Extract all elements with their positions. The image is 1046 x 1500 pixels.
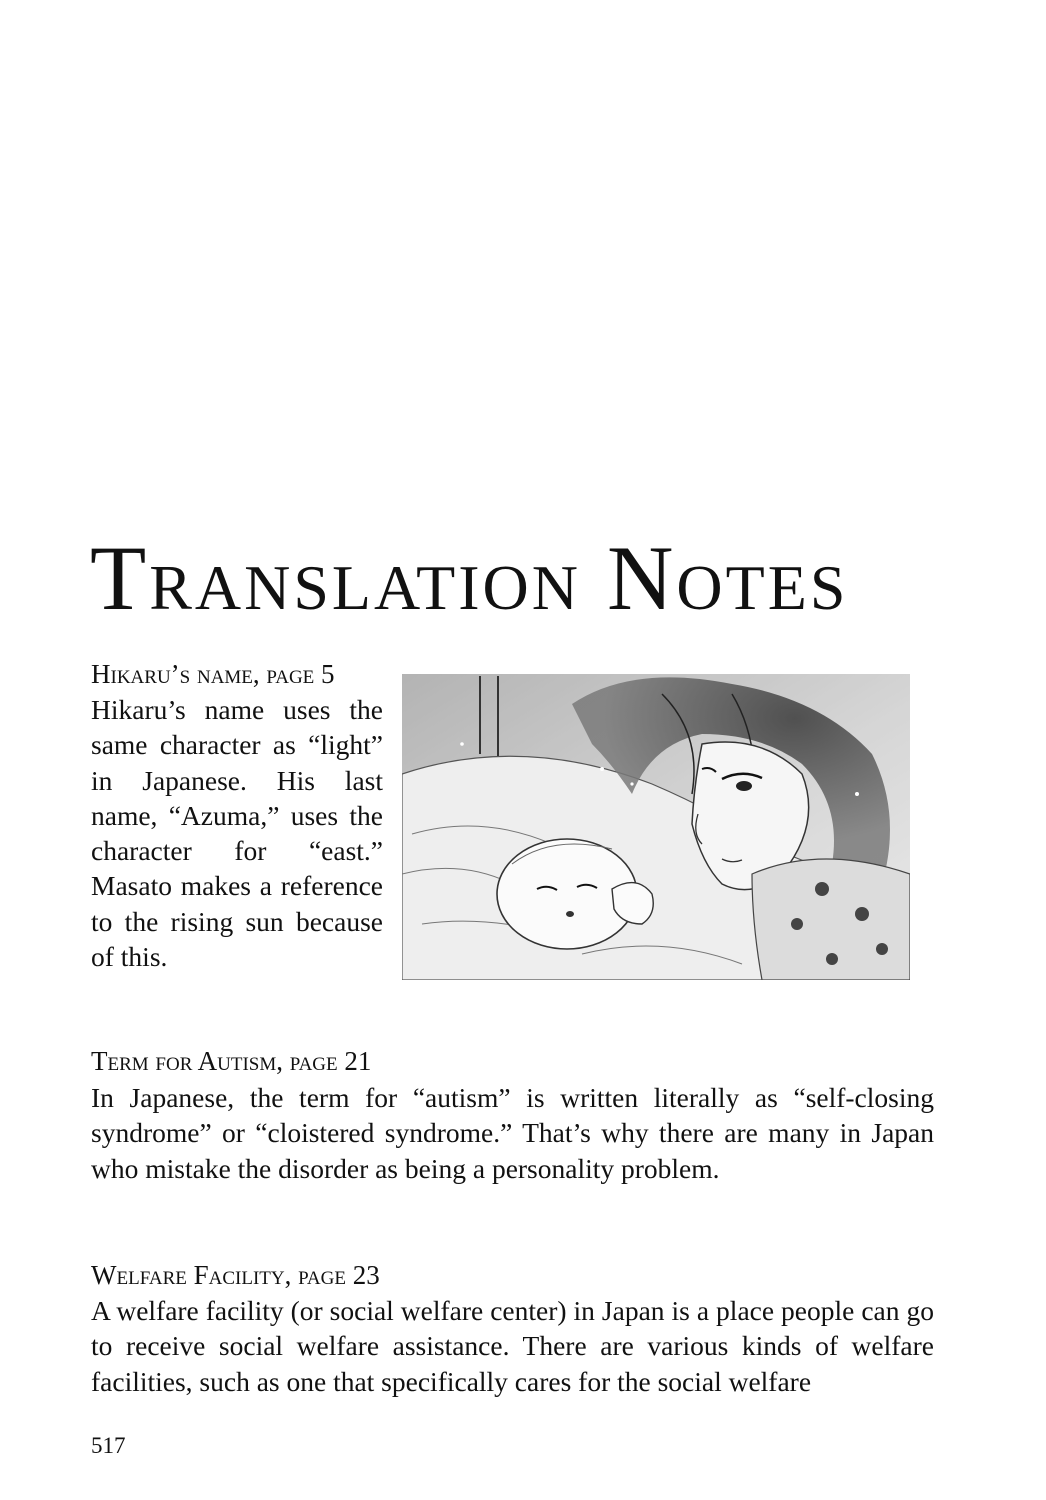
note-heading-hikaru-name: Hikaru’s name, page 5	[91, 659, 335, 689]
note-body-welfare-facility: A welfare facility (or social welfare center) in Japan is a place people can go to receive social welfare assistance. There are various kinds of welfare facilities, such as one that specifically cares for the social welfare	[91, 1295, 934, 1397]
note-heading-term-for-autism: Term for Autism, page 21	[91, 1046, 372, 1076]
page-title: Translation Notes	[90, 527, 849, 629]
page-number: 517	[91, 1433, 126, 1458]
manga-illustration-mother-and-baby	[402, 674, 910, 980]
note-heading-welfare-facility: Welfare Facility, page 23	[91, 1260, 380, 1290]
note-body-hikaru-name: Hikaru’s name uses the same character as “light” in Japanese. His last name, “Azuma,” uses the character for “east.” Masato makes a reference to the rising sun because of this.	[91, 694, 383, 973]
note-body-term-for-autism: In Japanese, the term for “autism” is written literally as “self-closing syndrome” or “cloistered syndrome.” That’s why there are many in Japan who mistake the disorder as being a personality problem.	[91, 1082, 934, 1184]
